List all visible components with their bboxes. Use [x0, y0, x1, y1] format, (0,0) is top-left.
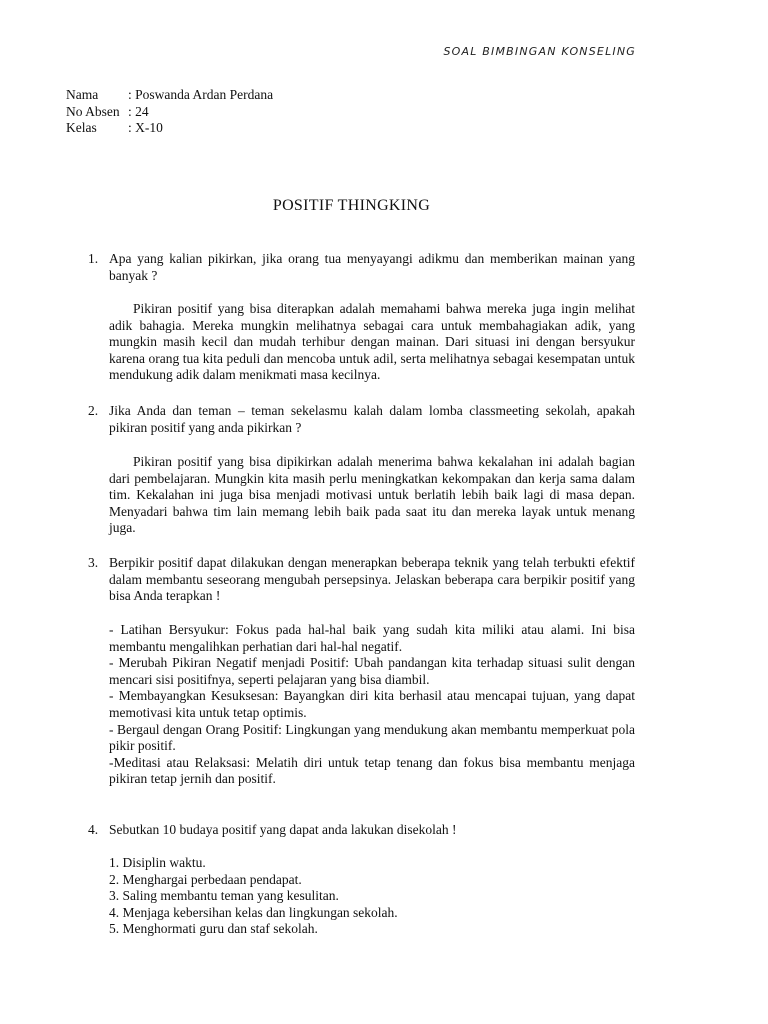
- identity-value: : Poswanda Ardan Perdana: [128, 87, 274, 102]
- question-number: 4.: [88, 822, 99, 837]
- list-item: 3. Saling membantu teman yang kesulitan.: [109, 888, 339, 904]
- question-number: 2.: [88, 403, 99, 418]
- list-item: 4. Menjaga kebersihan kelas dan lingkungan sekolah.: [109, 904, 398, 920]
- identity-label: Nama: [66, 87, 99, 102]
- answer-point: - Membayangkan Kesuksesan: Bayangkan diri kita berhasil atau mencapai tujuan, yang dapat memotivasi kita untuk tetap optimis.: [109, 688, 635, 720]
- list-item: 1. Disiplin waktu.: [109, 855, 206, 870]
- question-1: [88, 251, 635, 284]
- question-number: 1.: [88, 251, 99, 266]
- identity-row-kelas: [66, 120, 273, 137]
- question-text: Apa yang kalian pikirkan, jika orang tua menyayangi adikmu dan memberikan mainan yang banyak ?: [109, 251, 635, 283]
- identity-value: : 24: [128, 103, 149, 119]
- question-3: [88, 555, 635, 605]
- identity-label: Kelas: [66, 120, 97, 136]
- question-text: Berpikir positif dapat dilakukan dengan menerapkan beberapa teknik yang telah terbukti efektif dalam membantu seseorang mengubah persepsinya. Jelaskan beberapa cara berpikir positif yang bisa Anda terapkan !: [109, 555, 635, 604]
- question-text: Jika Anda dan teman – teman sekelasmu kalah dalam lomba classmeeting sekolah, apakah pikiran positif yang anda pikirkan ?: [109, 403, 635, 435]
- question-4: [88, 822, 635, 839]
- identity-value: : X-10: [128, 120, 163, 136]
- answer-3-points: [109, 622, 635, 788]
- page-title: POSITIF THINGKING: [272, 197, 431, 214]
- list-item: 2. Menghargai perbedaan pendapat.: [109, 871, 302, 887]
- student-identity: [66, 87, 273, 137]
- answer-point: - Latihan Bersyukur: Fokus pada hal-hal baik yang sudah kita miliki atau alami. Ini bisa membantu mengalihkan perhatian dari hal-hal negatif.: [109, 622, 635, 654]
- answer-point: -Meditasi atau Relaksasi: Melatih diri untuk tetap tenang dan fokus bisa membantu menjaga pikiran tetap jernih dan positif.: [109, 754, 635, 787]
- answer-1: Pikiran positif yang bisa diterapkan adalah memahami bahwa mereka juga ingin melihat adik bahagia. Mereka mungkin melihatnya sebagai cara untuk membahagiakan adik, yang mungkin masih kecil dan mudah terhibur dengan mainan. Dari situasi ini dengan bersyukur karena orang tua kita peduli dan mencoba untuk adil, serta melihatnya sebagai kesempatan untuk mendukung adik dalam menikmati masa kecilnya.: [109, 301, 635, 383]
- question-text: Sebutkan 10 budaya positif yang dapat anda lakukan disekolah !: [109, 822, 457, 837]
- answer-4-list: [109, 855, 635, 938]
- list-item: 5. Menghormati guru dan staf sekolah.: [109, 921, 318, 937]
- answer-2: Pikiran positif yang bisa dipikirkan adalah menerima bahwa kekalahan ini adalah bagian dari pembelajaran. Mungkin kita masih perlu meningkatkan kekompakan dan kerja sama dalam tim. Kekalahan ini juga bisa menjadi motivasi untuk berlatih lebih baik lagi di masa depan. Menyadari bahwa tim lain memang lebih baik pada saat itu dan mereka layak untuk menang juga.: [109, 454, 635, 536]
- answer-point: - Merubah Pikiran Negatif menjadi Positif: Ubah pandangan kita terhadap situasi sulit dengan mencari sisi positifnya, seperti pelajaran yang bisa diambil.: [109, 655, 635, 687]
- question-number: 3.: [88, 555, 99, 570]
- identity-row-absen: [66, 104, 273, 121]
- identity-label: No Absen: [66, 103, 120, 119]
- answer-point: - Bergaul dengan Orang Positif: Lingkungan yang mendukung akan membantu memperkuat pola pikir positif.: [109, 721, 635, 754]
- identity-row-name: [66, 87, 273, 104]
- question-2: [88, 403, 635, 436]
- header-tag: SOAL BIMBINGAN KONSELING: [443, 45, 636, 58]
